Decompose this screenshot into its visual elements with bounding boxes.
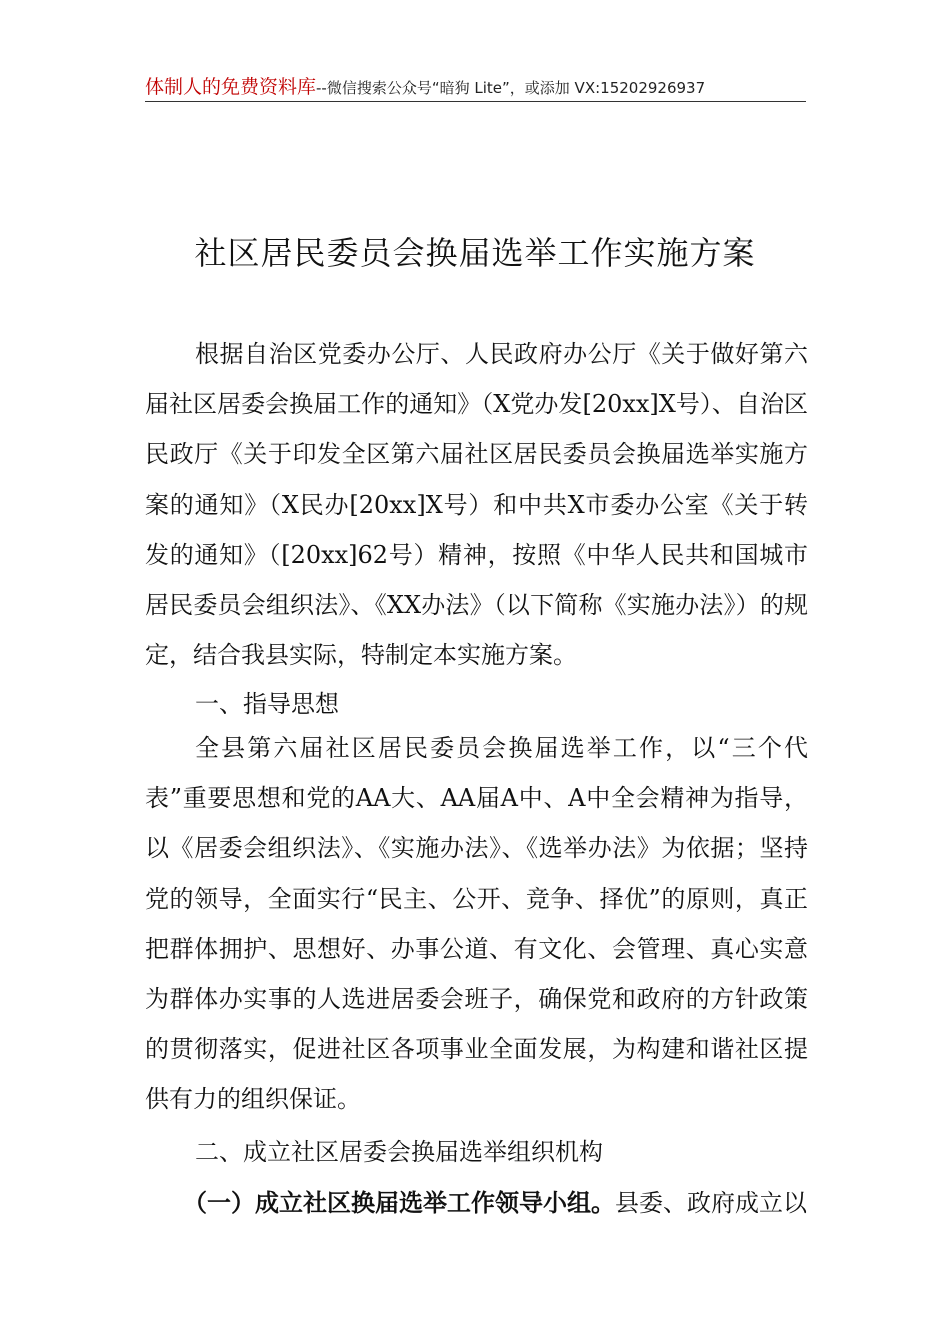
section-1-heading: 一、指导思想 (195, 690, 339, 718)
intro-paragraph: 根据自治区党委办公厅、人民政府办公厅《关于做好第六届社区居委会换届工作的通知》（X党办发[20xx]X号）、自治区民政厅《关于印发全区第六届社区居民委员会换届选举实施方案的通知》（X民办[20xx]X号）和中共X市委办公室《关于转发的通知》（[20xx]62号）精神，按照《中华人民共和国城市居民委员会组织法》、《XX办法》（以下简称《实施办法》）的规定，结合我县实际，特制定本实施方案。 (145, 340, 808, 670)
section-1-paragraph: 全县第六届社区居民委员会换届选举工作，以“三个代表”重要思想和党的AA大、AA届A中、A中全会精神为指导，以《居委会组织法》、《实施办法》、《选举办法》为依据；坚持党的领导，全面实行“民主、公开、竞争、择优”的原则，真正把群体拥护、思想好、办事公道、有文化、会管理、真心实意为群体办实事的人选进居委会班子，确保党和政府的方针政策的贯彻落实，促进社区各项事业全面发展，为构建和谐社区提供有力的组织保证。 (145, 734, 808, 1114)
header-contact: --微信搜索公众号“暗狗 Lite”，或添加 VX:15202926937 (316, 79, 706, 97)
subsection-1-title: （一）成立社区换届选举工作领导小组。 (183, 1188, 615, 1217)
page-header (145, 72, 805, 99)
subsection-1-text: 县委、政府成立以 (615, 1189, 807, 1217)
section-2-heading: 二、成立社区居委会换届选举组织机构 (195, 1138, 603, 1166)
section-2-subsection-1 (183, 1183, 809, 1218)
document-title: 社区居民委员会换届选举工作实施方案 (194, 234, 756, 272)
header-brand: 体制人的免费资料库 (145, 76, 317, 98)
header-divider (145, 101, 806, 102)
